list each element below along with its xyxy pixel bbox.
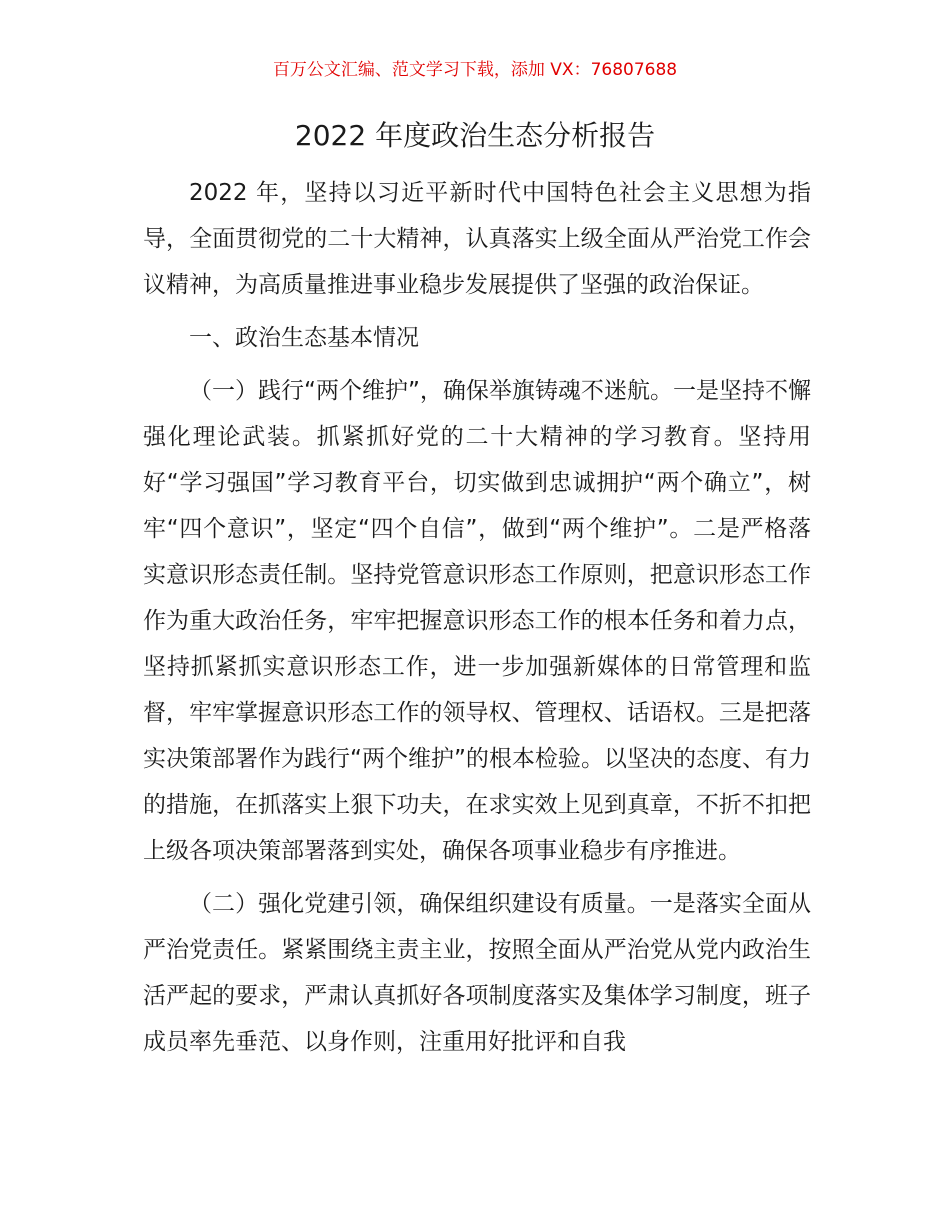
page-title: 2022 年度政治生态分析报告	[294, 119, 656, 152]
document-body	[143, 170, 811, 1065]
header-note: 百万公文汇编、范文学习下载，添加 VX：76807688	[272, 60, 678, 80]
paragraph-intro: 2022 年，坚持以习近平新时代中国特色社会主义思想为指导，全面贯彻党的二十大精神，认真落实上级全面从严治党工作会议精神，为高质量推进事业稳步发展提供了坚强的政治保证。	[143, 180, 811, 298]
paragraph-section-1: （一）践行“两个维护”，确保举旗铸魂不迷航。一是坚持不懈强化理论武装。抓紧抓好党的二十大精神的学习教育。坚持用好“学习强国”学习教育平台，切实做到忠诚拥护“两个确立”，树牢“四个意识”，坚定“四个自信”，做到“两个维护”。二是严格落实意识形态责任制。坚持党管意识形态工作原则，把意识形态工作作为重大政治任务，牢牢把握意识形态工作的根本任务和着力点，坚持抓紧抓实意识形态工作，进一步加强新媒体的日常管理和监督，牢牢掌握意识形态工作的领导权、管理权、话语权。三是把落实决策部署作为践行“两个维护”的根本检验。以坚决的态度、有力的措施，在抓落实上狠下功夫，在求实效上见到真章，不折不扣把上级各项决策部署落到实处，确保各项事业稳步有序推进。	[143, 378, 811, 864]
section-heading: 一、政治生态基本情况	[189, 325, 419, 351]
paragraph-section-2: （二）强化党建引领，确保组织建设有质量。一是落实全面从严治党责任。紧紧围绕主责主业，按照全面从严治党从党内政治生活严起的要求，严肃认真抓好各项制度落实及集体学习制度，班子成员率先垂范、以身作则，注重用好批评和自我	[143, 891, 811, 1055]
